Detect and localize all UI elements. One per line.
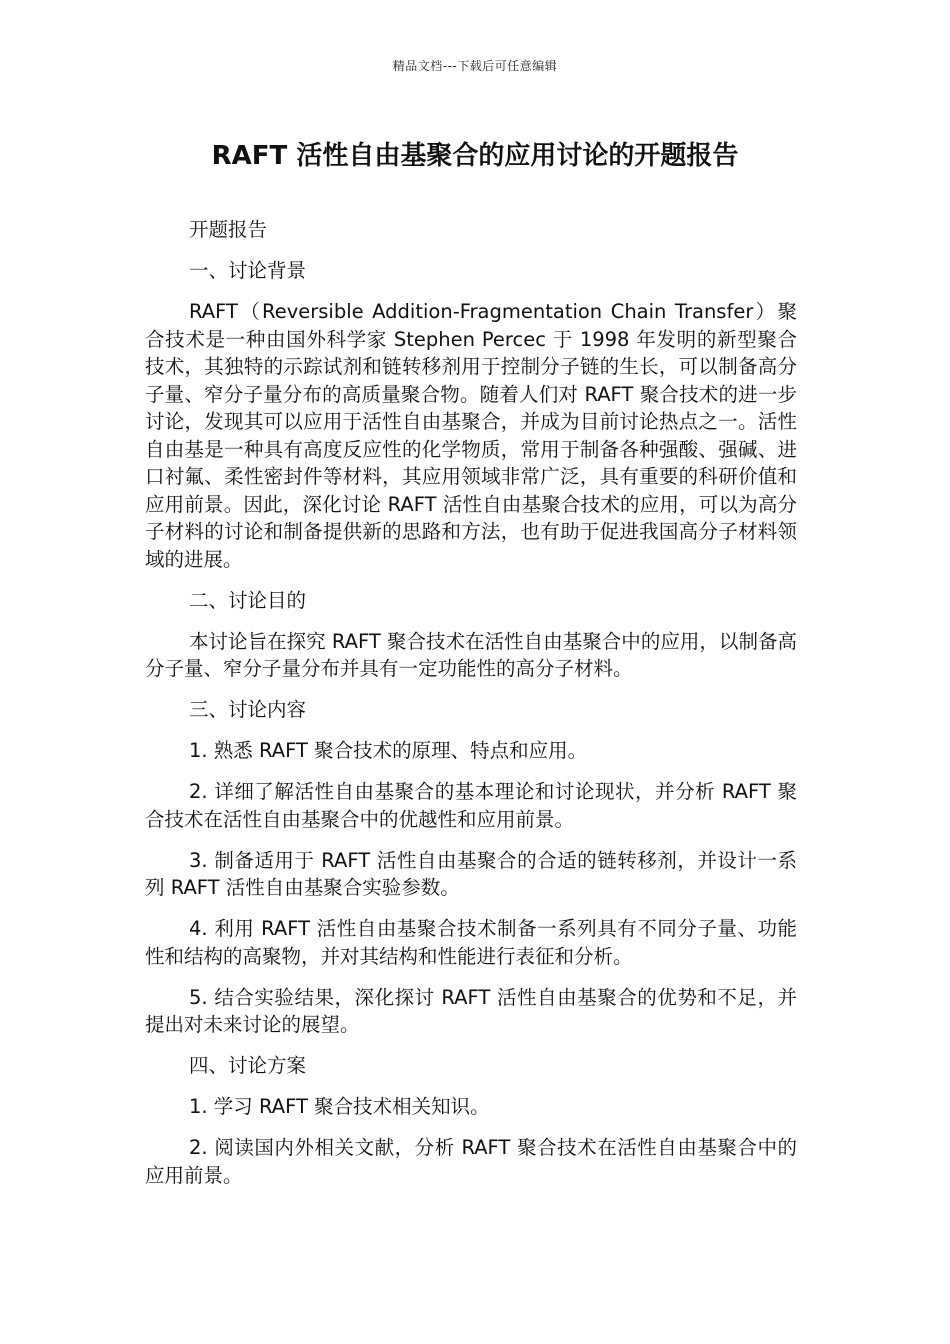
- content-item-3: 3. 制备适用于 RAFT 活性自由基聚合的合适的链转移剂，并设计一系列 RAFT 活性自由基聚合实验参数。: [145, 848, 797, 899]
- content-item-4: 4. 利用 RAFT 活性自由基聚合技术制备一系列具有不同分子量、功能性和结构的高聚物，并对其结构和性能进行表征和分析。: [145, 917, 797, 968]
- content-item-1: 1. 熟悉 RAFT 聚合技术的原理、特点和应用。: [189, 739, 588, 762]
- background-paragraph: RAFT（Reversible Addition-Fragmentation Chain Transfer）聚合技术是一种由国外科学家 Stephen Percec 于 1998 年发明的新型聚合技术，其独特的示踪试剂和链转移剂用于控制分子链的生长，可以制备高分子量、窄分子量分布的高质量聚合物。随着人们对 RAFT 聚合技术的进一步讨论，发现其可以应用于活性自由基聚合，并成为目前讨论热点之一。活性自由基是一种具有高度反应性的化学物质，常用于制备各种强酸、强碱、进口衬氟、柔性密封件等材料，其应用领域非常广泛，具有重要的科研价值和应用前景。因此，深化讨论 RAFT 活性自由基聚合技术的应用，可以为高分子材料的讨论和制备提供新的思路和方法，也有助于促进我国高分子材料领域的进展。: [145, 300, 797, 571]
- plan-item-2: 2. 阅读国内外相关文献，分析 RAFT 聚合技术在活性自由基聚合中的应用前景。: [145, 1136, 797, 1187]
- document-title: RAFT 活性自由基聚合的应用讨论的开题报告: [211, 141, 739, 171]
- section-heading-background: 一、讨论背景: [189, 259, 307, 282]
- content-item-2: 2. 详细了解活性自由基聚合的基本理论和讨论现状，并分析 RAFT 聚合技术在活性自由基聚合中的优越性和应用前景。: [145, 780, 797, 831]
- section-heading-purpose: 二、讨论目的: [189, 588, 307, 612]
- document-body: [145, 216, 797, 1203]
- report-label: 开题报告: [189, 218, 268, 241]
- page-header: 精品文档---下载后可任意编辑: [392, 59, 558, 73]
- purpose-paragraph: 本讨论旨在探究 RAFT 聚合技术在活性自由基聚合中的应用，以制备高分子量、窄分子量分布并具有一定功能性的高分子材料。: [145, 629, 797, 680]
- content-item-5: 5. 结合实验结果，深化探讨 RAFT 活性自由基聚合的优势和不足，并提出对未来讨论的展望。: [145, 985, 797, 1036]
- section-heading-content: 三、讨论内容: [189, 698, 307, 721]
- plan-item-1: 1. 学习 RAFT 聚合技术相关知识。: [189, 1095, 490, 1118]
- section-heading-plan: 四、讨论方案: [189, 1054, 307, 1077]
